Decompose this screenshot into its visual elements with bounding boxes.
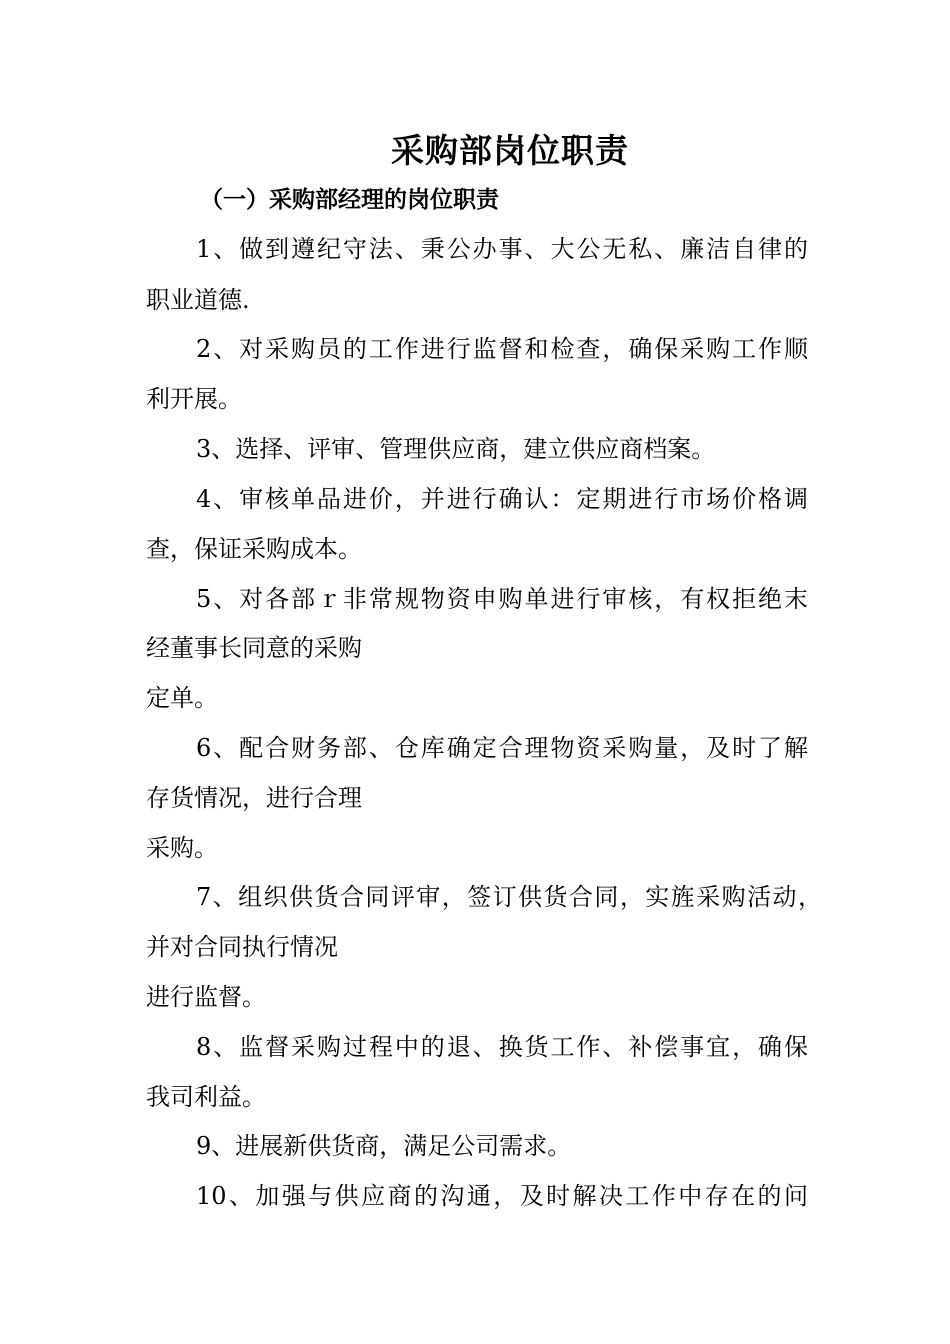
- duty-4-line-1: 4、审核单品进价，并进行确认：定期进行市场价格调: [196, 485, 808, 513]
- document-title: 采购部岗位职责: [391, 131, 629, 170]
- duty-3-line-1: 3、选择、评审、管理供应商，建立供应商档案。: [196, 435, 716, 463]
- duty-2-line-2: 利开展。: [146, 385, 242, 413]
- duty-7-line-2: 并对合同执行情况: [146, 933, 338, 961]
- duty-6-line-2: 存货情况，进行合理: [146, 784, 362, 812]
- duty-1-line-2: 职业道德.: [146, 286, 250, 314]
- duty-10-line-1: 10、加强与供应商的沟通，及时解决工作中存在的问: [196, 1182, 808, 1210]
- duty-8-line-2: 我司利益。: [146, 1083, 266, 1111]
- duty-6-line-1: 6、配合财务部、仓库确定合理物资采购量，及时了解: [196, 734, 808, 762]
- duty-7-line-3: 进行监督。: [146, 983, 266, 1011]
- duty-1-line-1: 1、做到遵纪守法、秉公办事、大公无私、廉洁自律的: [196, 235, 808, 263]
- duty-2-line-1: 2、对采购员的工作进行监督和检查，确保采购工作顺: [196, 335, 808, 363]
- duty-7-line-1: 7、组织供货合同评审，签订供货合同，实旌采购活动，: [196, 883, 822, 911]
- duty-4-line-2: 查，保证采购成本。: [146, 535, 362, 563]
- duty-5-line-1: 5、对各部ｒ非常规物资申购单进行审核，有权拒绝末: [196, 585, 808, 613]
- duty-6-line-3: 采购。: [146, 834, 218, 862]
- duty-5-line-2: 经董事长同意的采购: [146, 634, 362, 662]
- duty-8-line-1: 8、监督采购过程中的退、换货工作、补偿事宜，确保: [196, 1033, 808, 1061]
- duty-9-line-1: 9、进展新供货商，满足公司需求。: [196, 1132, 572, 1160]
- section-heading: （一）采购部经理的岗位职责: [200, 187, 499, 213]
- duty-5-line-3: 定单。: [146, 684, 218, 712]
